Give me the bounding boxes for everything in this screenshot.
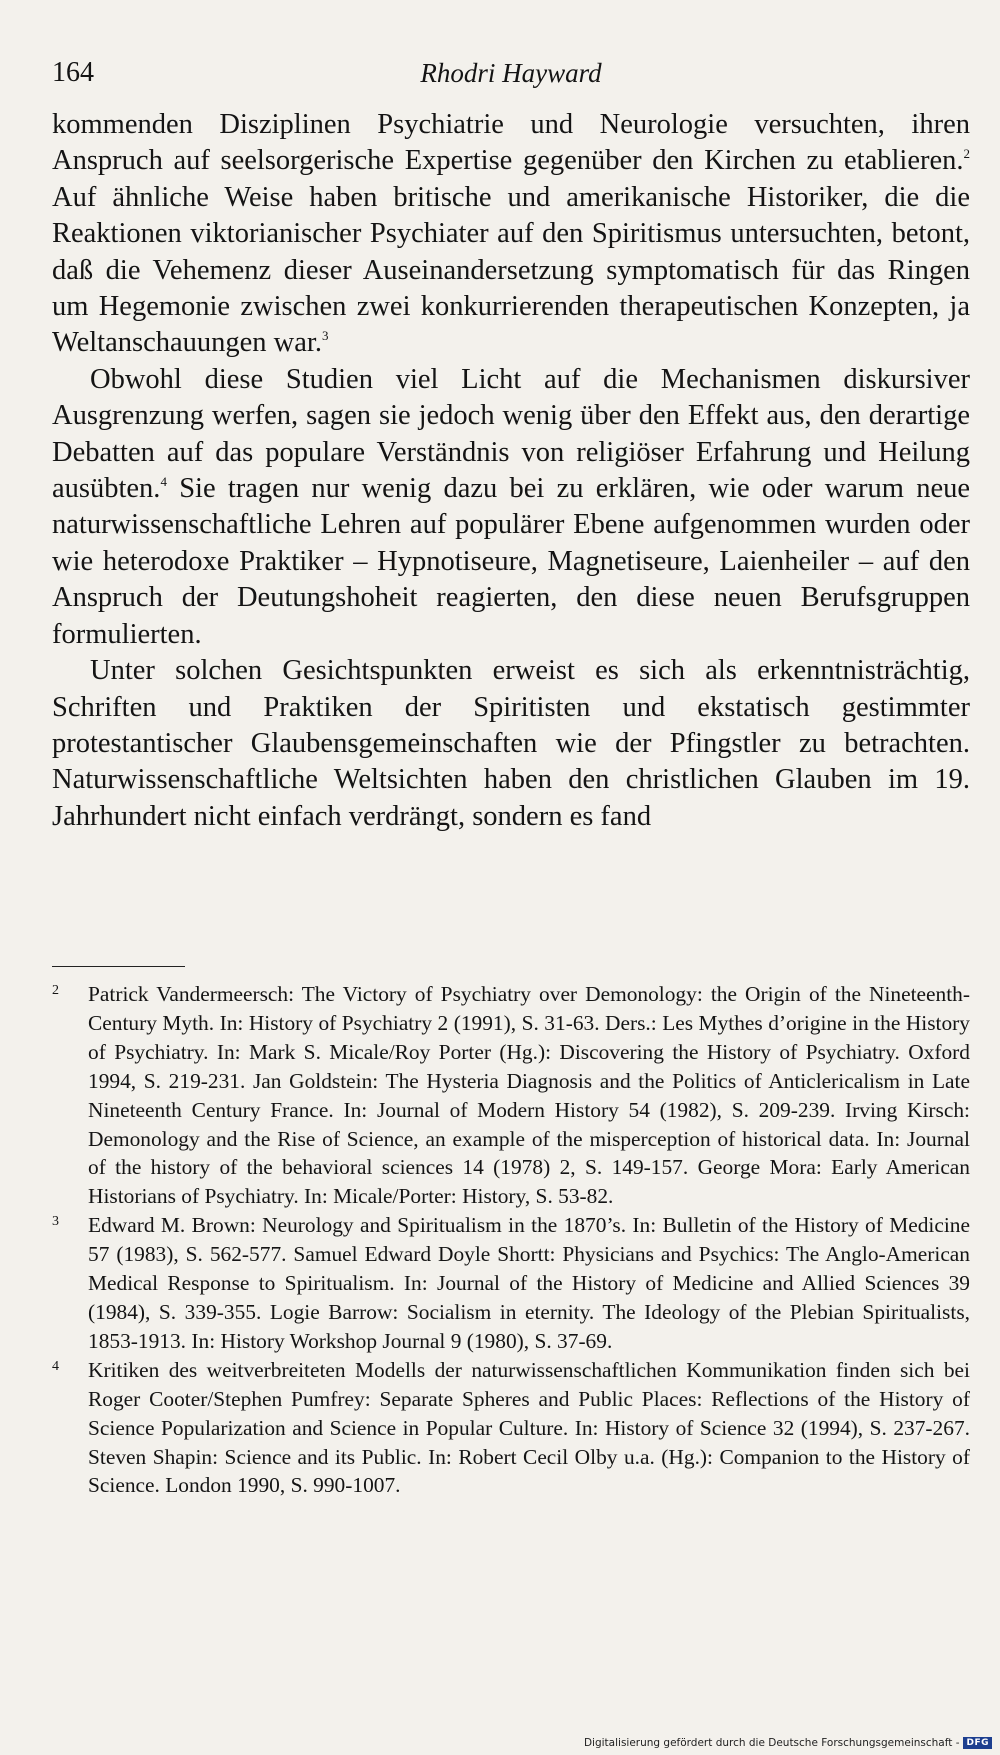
footnote-ref-3[interactable]: 3 <box>321 328 329 344</box>
page-header <box>52 55 970 91</box>
digitization-credit <box>584 1737 992 1749</box>
footnote-3 <box>52 1211 970 1356</box>
footnote-number: 3 <box>52 1214 59 1230</box>
paragraph-3: Unter solchen Gesichtspunkten erweist es sich als erkenntnisträchtig, Schriften und Praktiken der Spiritisten und ekstatisch gestimmter protestantischer Glaubensgemeinschaften wie der Pfingstler zu betrachten. Naturwissenschaftliche Weltsichten haben den christlichen Glauben im 19. Jahrhundert nicht einfach verdrängt, sondern es fand <box>52 655 970 832</box>
paragraph-2-part-b: Sie tragen nur wenig dazu bei zu erklären, wie oder warum neue naturwissenschaftliche Lehren auf populärer Ebene aufgenommen wurden oder wie heterodoxe Praktiker – Hypnotiseure, Magnetiseure, Laienheiler – auf den Anspruch der Deutungshoheit reagierten, den diese neuen Berufsgruppen formulierten. <box>52 473 970 650</box>
running-head-author: Rhodri Hayward <box>420 58 602 88</box>
footnote-text: Kritiken des weitverbreiteten Modells der naturwissenschaftlichen Kommunikation finden sich bei Roger Cooter/Stephen Pumfrey: Separate Spheres and Public Places: Reflections of the History of Science Popularization and Science in Popular Culture. In: History of Science 32 (1994), S. 237-267. Steven Shapin: Science and its Public. In: Robert Cecil Olby u.a. (Hg.): Companion to the History of Science. London 1990, S. 990-1007. <box>88 1357 970 1498</box>
footnote-number: 4 <box>52 1358 59 1374</box>
footnote-text: Edward M. Brown: Neurology and Spiritualism in the 1870’s. In: Bulletin of the History of Medicine 57 (1983), S. 562-577. Samuel Edward Doyle Shortt: Physicians and Psychics: The Anglo-American Medical Response to Spiritualism. In: Journal of the History of Medicine and Allied Sciences 39 (1984), S. 339-355. Logie Barrow: Socialism in eternity. The Ideology of the Plebian Spiritualists, 1853-1913. In: History Workshop Journal 9 (1980), S. 37-69. <box>88 1213 970 1353</box>
footnote-number: 2 <box>52 983 59 998</box>
paragraph-1 <box>52 107 970 362</box>
footnote-ref-2[interactable]: 2 <box>963 146 970 162</box>
credit-text: Digitalisierung gefördert durch die Deutsche Forschungsgemeinschaft - <box>583 1737 960 1749</box>
footnote-4 <box>52 1356 970 1501</box>
main-text <box>52 107 970 835</box>
paragraph-1-part-a: kommenden Disziplinen Psychiatrie und Neurologie versuchten, ihren Anspruch auf seelsorgerische Expertise gegenüber den Kirchen zu etablieren. <box>52 109 970 177</box>
footnote-separator <box>52 966 185 967</box>
footnote-ref-4[interactable]: 4 <box>160 474 167 490</box>
footnote-text: Patrick Vandermeersch: The Victory of Psychiatry over Demonology: the Origin of the Nineteenth-Century Myth. In: History of Psychiatry 2 (1991), S. 31-63. Ders.: Les Mythes d’origine in the History of Psychiatry. In: Mark S. Micale/Roy Porter (Hg.): Discovering the History of Psychiatry. Oxford 1994, S. 219-231. Jan Goldstein: The Hysteria Diagnosis and the Politics of Anticlericalism in Late Nineteenth Century France. In: Journal of Modern History 54 (1982), S. 209-239. Irving Kirsch: Demonology and the Rise of Science, an example of the misperception of historical data. In: Journal of the history of the behavioral sciences 14 (1978) 2, S. 149-157. George Mora: Early American Historians of Psychiatry. In: Micale/Porter: History, S. 53-82. <box>88 982 970 1209</box>
footnotes-section <box>52 980 970 1500</box>
footnote-2 <box>52 980 970 1211</box>
page-number: 164 <box>52 57 94 88</box>
paragraph-2 <box>52 362 970 653</box>
paragraph-1-part-b: Auf ähnliche Weise haben britische und amerikanische Historiker, die die Reaktionen viktorianischer Psychiater auf den Spiritismus untersuchten, betont, daß die Vehemenz dieser Auseinandersetzung symptomatisch für das Ringen um Hegemonie zwischen zwei konkurrierenden therapeutischen Konzepten, ja Weltanschauungen war. <box>52 181 970 359</box>
paragraph-2-part-a: Obwohl diese Studien viel Licht auf die Mechanismen diskursiver Ausgrenzung werfen, sagen sie jedoch wenig über den Effekt aus, den derartige Debatten auf das populare Verständnis von religiöser Erfahrung und Heilung ausübten. <box>52 363 970 505</box>
dfg-logo: DFG <box>963 1737 992 1749</box>
